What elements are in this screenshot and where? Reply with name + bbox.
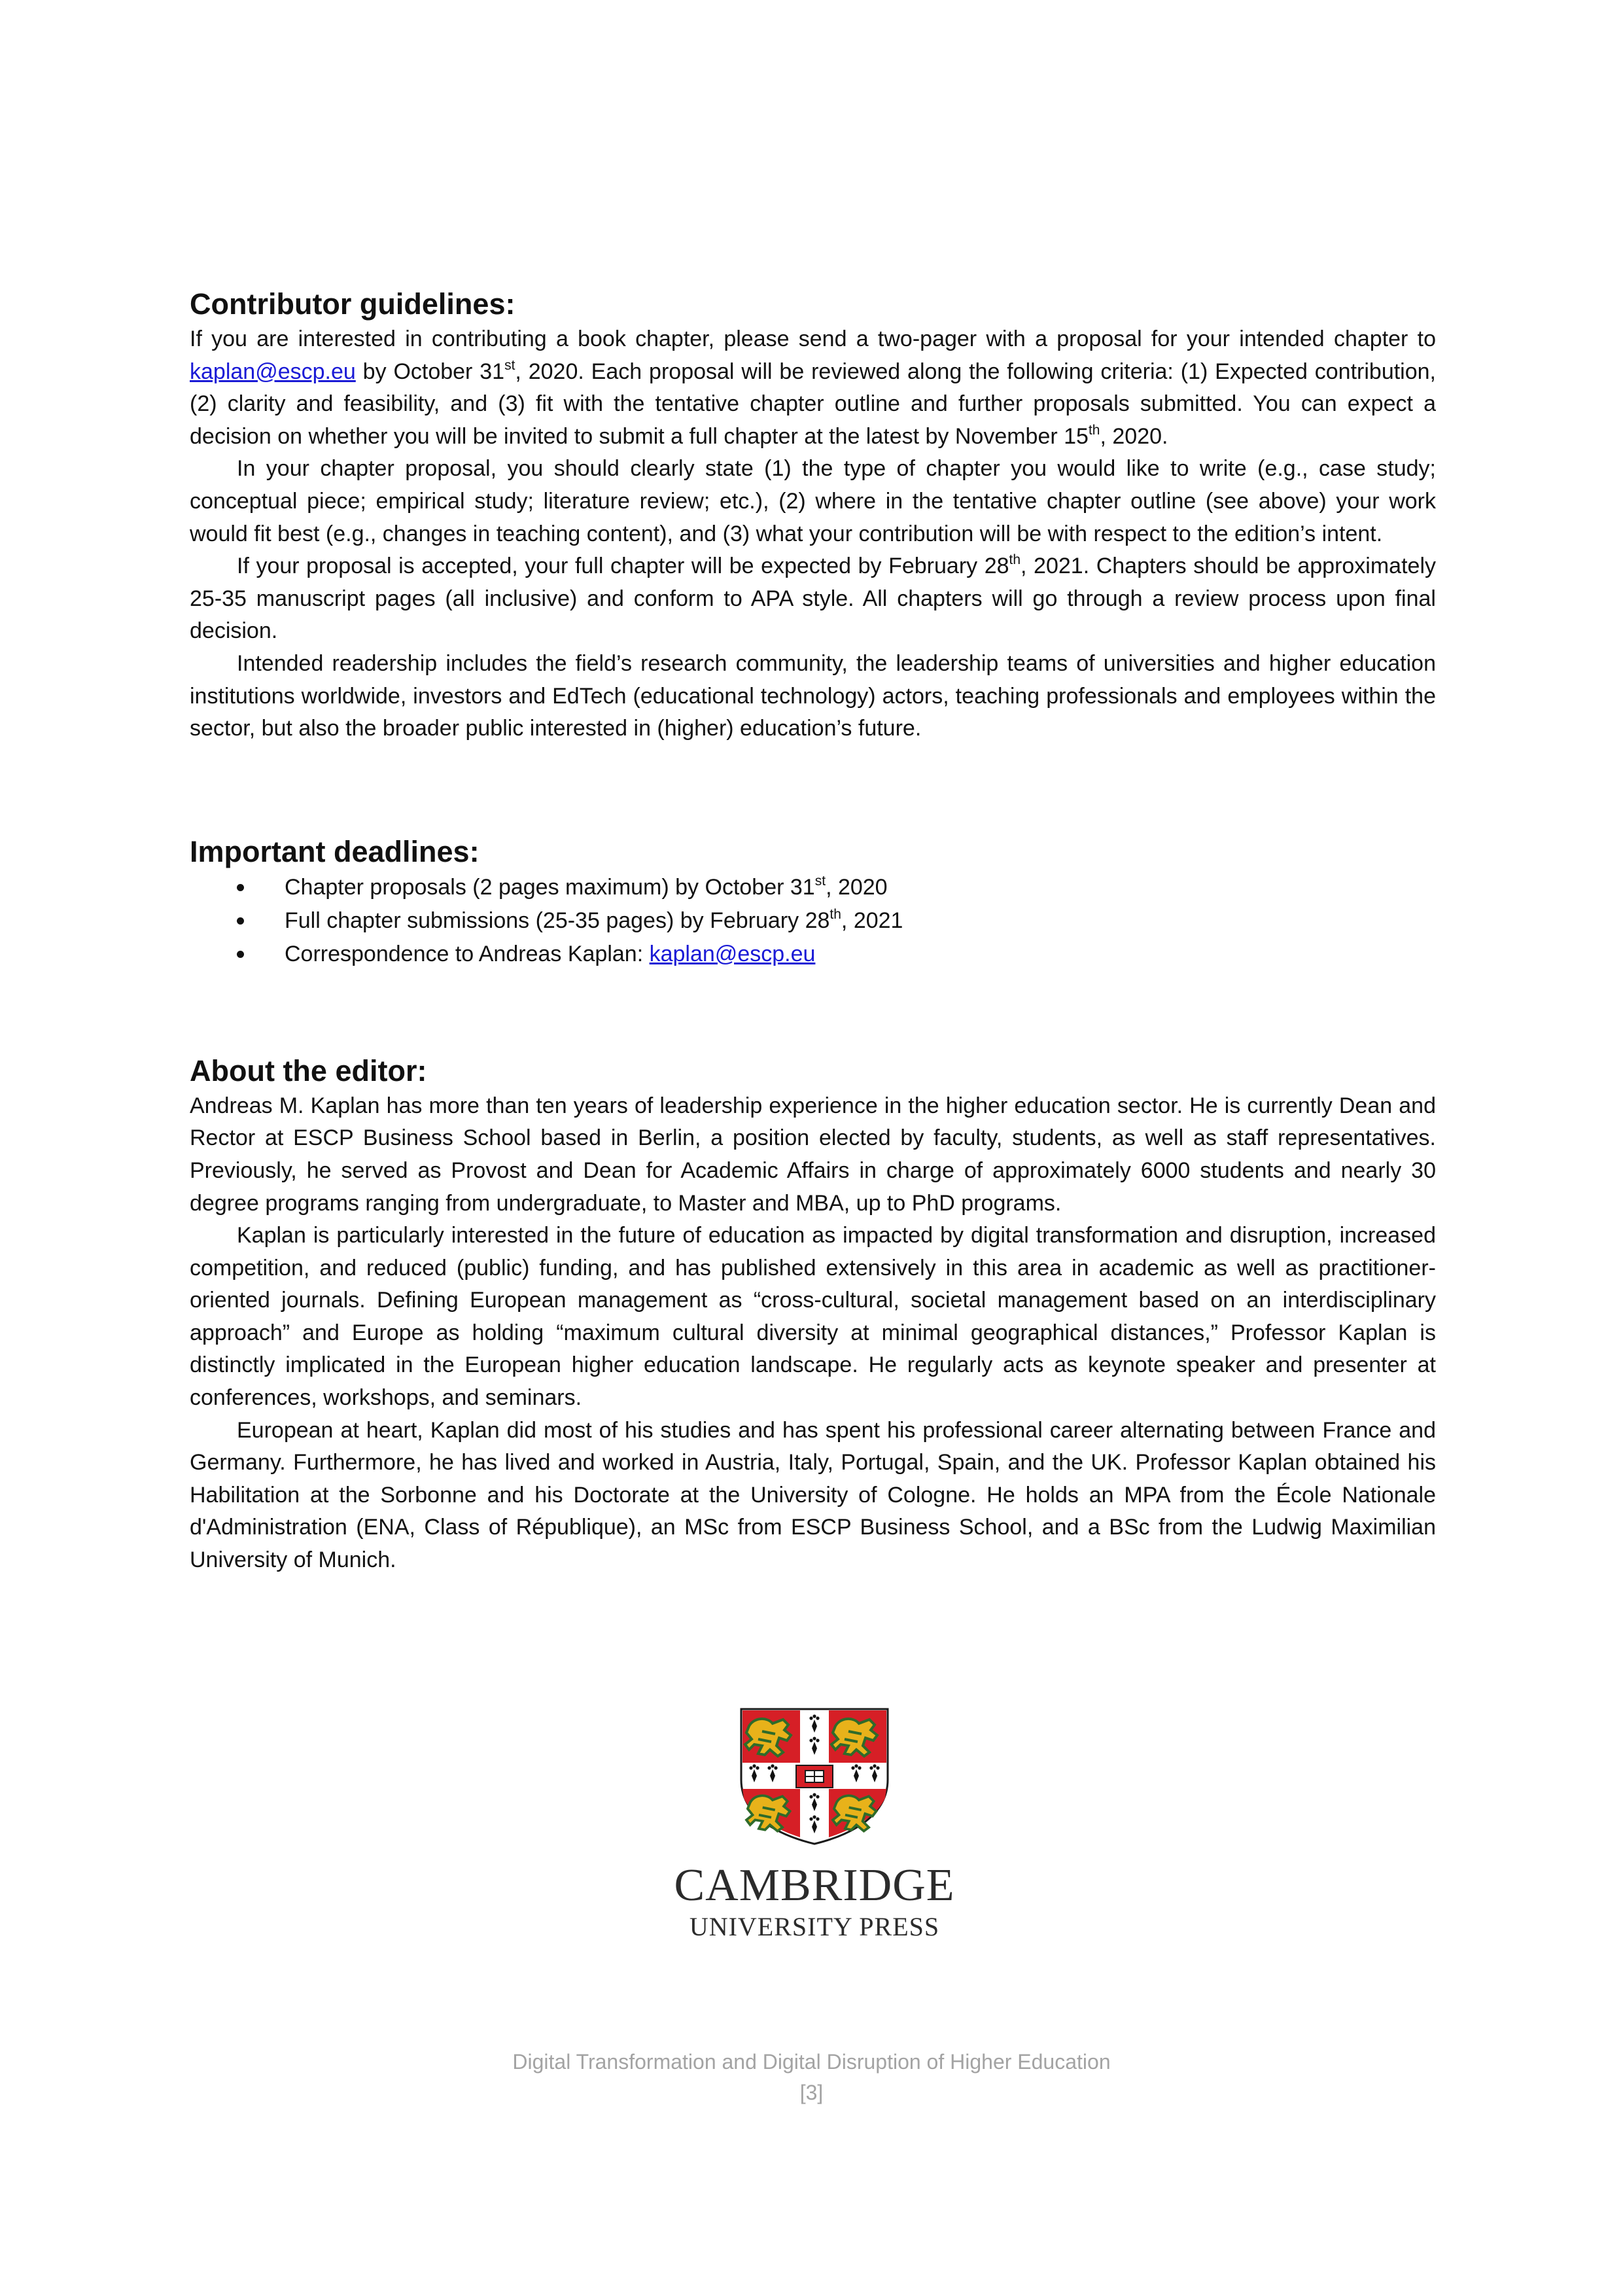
contributor-paragraph-1	[190, 323, 1436, 453]
superscript: st	[814, 873, 826, 889]
section-spacer	[190, 745, 1436, 833]
email-link[interactable]: kaplan@escp.eu	[649, 941, 816, 966]
paragraph-text: If you are interested in contributing a book chapter, please send a two-pager with a proposal for your intended chapter to	[190, 327, 1436, 351]
footer-title: Digital Transformation and Digital Disruption of Higher Education	[512, 2050, 1111, 2074]
paragraph-text: , 2020. Each proposal will be reviewed along the following criteria: (1) Expected contribution, (2) clarity and feasibility, and (3) fit with the tentative chapter outline and further proposals submitted. You can expect a decision on whether you will be invited to submit a full chapter at the latest by November 15	[190, 359, 1436, 449]
email-link[interactable]: kaplan@escp.eu	[190, 359, 356, 384]
superscript: th	[829, 906, 841, 922]
contributor-paragraph-3	[190, 550, 1436, 648]
cambridge-shield-icon	[644, 1706, 985, 1950]
logo-line-2: UNIVERSITY PRESS	[689, 1912, 940, 1941]
editor-paragraph-2: Kaplan is particularly interested in the future of education as impacted by digital transformation and disruption, increased competition, and reduced (public) funding, and has published extensively in this area in academic as well as practitioner-oriented journals. Defining European management as “cross-cultural, societal management based on an interdisciplinary approach” and Europe as holding “maximum cultural diversity at minimal geographical distances,” Professor Kaplan is distinctly implicated in the European higher education landscape. He regularly acts as keynote speaker and presenter at conferences, workshops, and seminars.	[190, 1223, 1436, 1411]
contributor-guidelines-heading: Contributor guidelines:	[190, 287, 515, 321]
list-item-text: Full chapter submissions (25-35 pages) by February 28	[285, 908, 830, 933]
paragraph-text: , 2021. Chapters should be approximately 25-35 manuscript pages (all inclusive) and conform to APA style. All chapters will go through a review process upon final decision.	[190, 554, 1436, 644]
cambridge-university-press-logo	[644, 1706, 985, 1950]
paragraph-text: , 2020.	[1100, 423, 1168, 449]
contributor-paragraph-2: In your chapter proposal, you should clearly state (1) the type of chapter you would like to write (e.g., case study; conceptual piece; empirical study; literature review; etc.), (2) where in the tentative chapter outline (see above) your work would fit best (e.g., changes in teaching content), and (3) what your contribution will be with respect to the edition’s intent.	[190, 456, 1436, 546]
document-body	[190, 285, 1436, 1577]
page-number: [3]	[799, 2081, 824, 2104]
list-item-text: Correspondence to Andreas Kaplan:	[285, 941, 650, 966]
editor-paragraph-1: Andreas M. Kaplan has more than ten years of leadership experience in the higher education sector. He is currently Dean and Rector at ESCP Business School based in Berlin, a position elected by faculty, students, as well as staff representatives. Previously, he served as Provost and Dean for Academic Affairs in charge of approximately 6000 students and nearly 30 degree programs ranging from undergraduate, to Master and MBA, up to PhD programs.	[190, 1093, 1436, 1216]
bullet-icon	[237, 951, 244, 958]
list-item	[190, 871, 1436, 904]
superscript: st	[504, 357, 515, 373]
deadlines-list	[190, 871, 1436, 971]
list-item-text: Chapter proposals (2 pages maximum) by October 31	[285, 874, 815, 900]
section-spacer	[190, 971, 1436, 1052]
list-item-text: , 2021	[841, 908, 903, 933]
list-item	[190, 938, 1436, 971]
about-editor-heading: About the editor:	[190, 1053, 427, 1087]
editor-paragraph-3: European at heart, Kaplan did most of his studies and has spent his professional career alternating between France and Germany. Furthermore, he has lived and worked in Austria, Italy, Portugal, Spain, and the UK. Professor Kaplan obtained his Habilitation at the Sorbonne and his Doctorate at the University of Cologne. He holds an MPA from the École Nationale d'Administration (ENA, Class of République), an MSc from ESCP Business School, and a BSc from the Ludwig Maximilian University of Munich.	[190, 1417, 1436, 1573]
superscript: th	[1088, 422, 1100, 438]
bullet-icon	[237, 917, 244, 925]
paragraph-text: If your proposal is accepted, your full chapter will be expected by February 28	[237, 554, 1009, 579]
bullet-icon	[237, 884, 244, 891]
contributor-paragraph-4: Intended readership includes the field’s research community, the leadership teams of universities and higher education institutions worldwide, investors and EdTech (educational technology) actors, teaching professionals and employees within the sector, but also the broader public interested in (higher) education’s future.	[190, 650, 1436, 741]
important-deadlines-heading: Important deadlines:	[190, 834, 480, 868]
list-item	[190, 904, 1436, 938]
paragraph-text: by October 31	[355, 359, 505, 384]
list-item-text: , 2020	[826, 874, 888, 900]
superscript: th	[1009, 552, 1021, 568]
logo-line-1: CAMBRIDGE	[674, 1860, 955, 1911]
